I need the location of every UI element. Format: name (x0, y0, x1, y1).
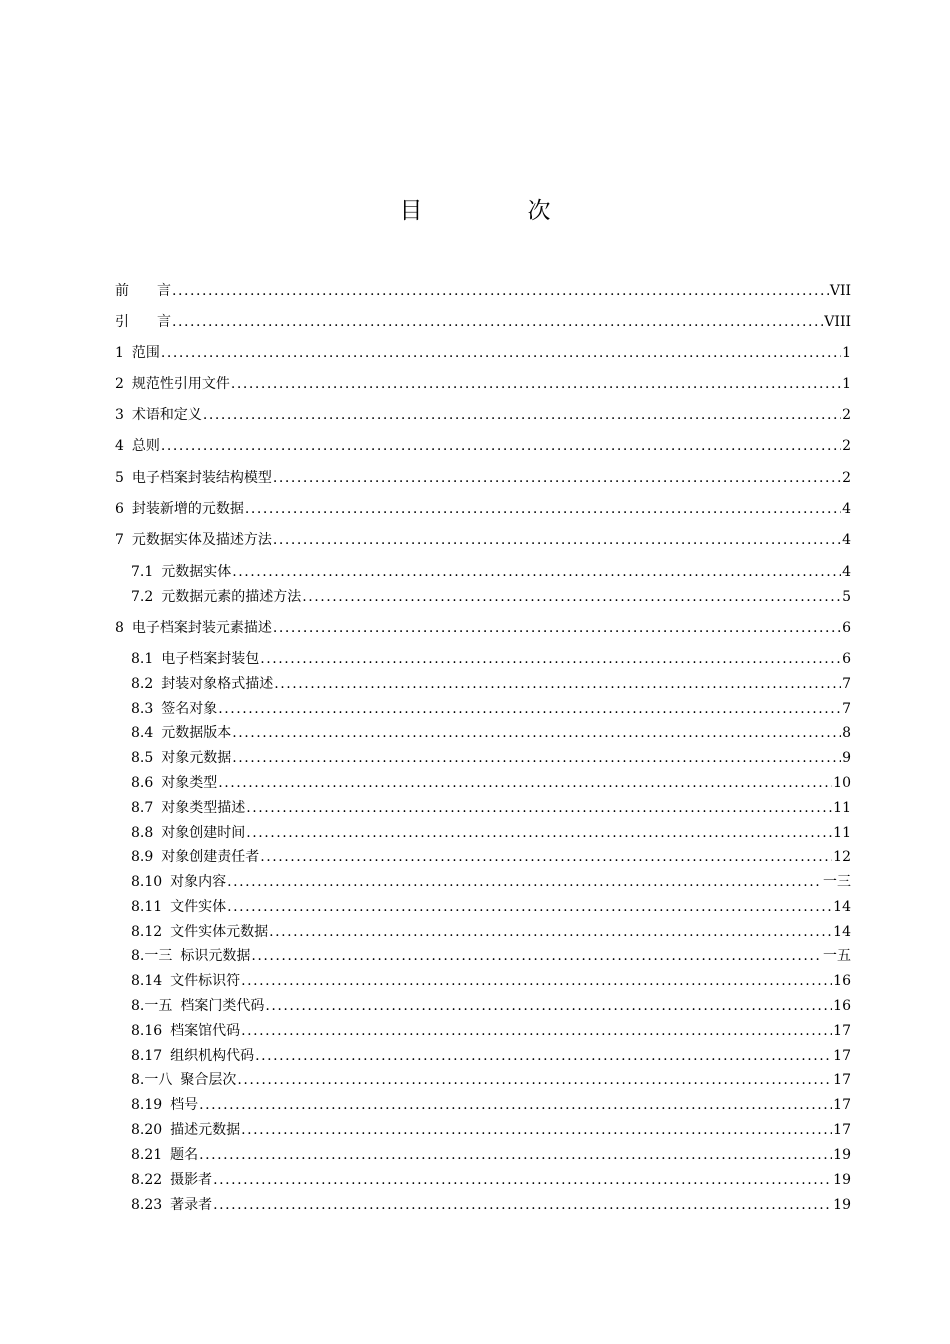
toc-title-char-1: 目 (399, 198, 423, 224)
toc-entry-label: 对象创建责任者 (161, 849, 260, 865)
toc-entry-8-18[interactable] (131, 1070, 851, 1090)
toc-entry-6[interactable] (115, 499, 851, 519)
toc-entry-label: 对象类型描述 (161, 800, 246, 816)
toc-entry-number: 8.23 (131, 1197, 163, 1213)
toc-entry-2[interactable] (115, 374, 851, 394)
toc-entry-8-14[interactable] (131, 971, 851, 991)
toc-entry-5[interactable] (115, 468, 851, 488)
toc-leader-dots (172, 281, 829, 301)
toc-entry-number: 8.3 (131, 701, 154, 717)
toc-entry-number: 8.4 (131, 725, 154, 741)
toc-leader-dots (269, 922, 832, 942)
toc-page-number: 1 (842, 345, 851, 361)
toc-entry-number: 8.9 (131, 849, 154, 865)
toc-leader-dots (199, 1095, 832, 1115)
toc-leader-dots (241, 1021, 832, 1041)
toc-entry-8-17[interactable] (131, 1046, 851, 1066)
toc-entry-8-6[interactable] (131, 773, 851, 793)
toc-entry-label: 题名 (170, 1147, 199, 1163)
toc-leader-dots (255, 1046, 832, 1066)
toc-page-number: 19 (833, 1147, 851, 1163)
toc-entry-number: 8.一五 (131, 998, 173, 1014)
toc-entry-label: 封装对象格式描述 (161, 676, 274, 692)
toc-entry-label: 封装新增的元数据 (131, 501, 244, 517)
toc-leader-dots (213, 1195, 832, 1215)
toc-entry-8-12[interactable] (131, 922, 851, 942)
toc-entry-number: 8 (115, 620, 124, 636)
toc-entry-number: 8.2 (131, 676, 154, 692)
toc-entry-number: 8.12 (131, 924, 163, 940)
toc-page-number: 10 (833, 775, 851, 791)
toc-entry-8-7[interactable] (131, 798, 851, 818)
toc-entry-8-21[interactable] (131, 1145, 851, 1165)
toc-entry-8-16[interactable] (131, 1021, 851, 1041)
toc-entry-label: 总则 (131, 438, 160, 454)
toc-page-number: 11 (833, 825, 851, 841)
toc-leader-dots (231, 374, 841, 394)
toc-leader-dots (241, 971, 832, 991)
toc-entry-8-5[interactable] (131, 748, 851, 768)
toc-entry-number: 1 (115, 345, 124, 361)
toc-entry-label: 摄影者 (170, 1172, 213, 1188)
toc-leader-dots (260, 649, 841, 669)
toc-entry-label: 组织机构代码 (170, 1048, 255, 1064)
toc-entry-8-3[interactable] (131, 699, 851, 719)
toc-entry-8-1[interactable] (131, 649, 851, 669)
toc-page-number: VII (829, 283, 851, 299)
toc-entry-8-10[interactable] (131, 872, 851, 892)
toc-page-number: 9 (842, 750, 851, 766)
toc-page-number: 4 (842, 532, 851, 548)
toc-page-number: 5 (842, 589, 851, 605)
toc-entry-1[interactable] (115, 343, 851, 363)
toc-entry-label: 元数据实体及描述方法 (131, 532, 272, 548)
toc-entry-label: 电子档案封装元素描述 (131, 620, 272, 636)
toc-page-number: 6 (842, 651, 851, 667)
toc-leader-dots (199, 1145, 832, 1165)
toc-entry-label: 著录者 (170, 1197, 213, 1213)
toc-leader-dots (260, 847, 832, 867)
toc-leader-dots (232, 562, 841, 582)
toc-page-number: 6 (842, 620, 851, 636)
toc-page-number: 14 (833, 924, 851, 940)
toc-entry-number: 8.8 (131, 825, 154, 841)
toc-leader-dots (227, 897, 832, 917)
toc-entry-label: 对象内容 (170, 874, 227, 890)
toc-entry-label: 对象元数据 (161, 750, 232, 766)
toc-entry-number: 8.6 (131, 775, 154, 791)
toc-leader-dots (172, 312, 823, 332)
toc-leader-dots (265, 996, 832, 1016)
toc-page-number: VIII (824, 314, 851, 330)
toc-page-number: 1 (842, 376, 851, 392)
toc-entry-4[interactable] (115, 436, 851, 456)
toc-entry-label: 聚合层次 (180, 1072, 237, 1088)
toc-leader-dots (246, 798, 832, 818)
toc-entry-label: 标识元数据 (180, 948, 251, 964)
toc-entry-8[interactable] (115, 618, 851, 638)
toc-entry-number: 8.17 (131, 1048, 163, 1064)
toc-entry-label: 文件标识符 (170, 973, 241, 989)
toc-leader-dots (227, 872, 822, 892)
toc-entry-8-8[interactable] (131, 823, 851, 843)
toc-entry-label: 对象类型 (161, 775, 218, 791)
toc-entry-label: 元数据元素的描述方法 (161, 589, 302, 605)
toc-entry-number: 7.2 (131, 589, 154, 605)
toc-entry-label: 电子档案封装结构模型 (131, 470, 272, 486)
toc-page-number: 19 (833, 1172, 851, 1188)
toc-entry-label: 签名对象 (161, 701, 218, 717)
toc-page-number: 14 (833, 899, 851, 915)
toc-entry-label: 档案门类代码 (180, 998, 265, 1014)
toc-entry-label: 引 言 (115, 314, 171, 330)
toc-entry-number: 8.10 (131, 874, 163, 890)
toc-entry-label: 对象创建时间 (161, 825, 246, 841)
toc-entry-number: 8.1 (131, 651, 154, 667)
toc-leader-dots (251, 946, 822, 966)
toc-leader-dots (161, 436, 841, 456)
toc-entry-label: 前 言 (115, 283, 171, 299)
toc-entry-number: 8.一八 (131, 1072, 173, 1088)
toc-entry-number: 5 (115, 470, 124, 486)
toc-entry-7[interactable] (115, 530, 851, 550)
toc-entry-label: 术语和定义 (131, 407, 202, 423)
toc-page-number: 7 (842, 701, 851, 717)
toc-entry-8-22[interactable] (131, 1170, 851, 1190)
toc-page-number: 19 (833, 1197, 851, 1213)
toc-entry-8-23[interactable] (131, 1195, 851, 1215)
toc-entry-8-9[interactable] (131, 847, 851, 867)
toc-page-number: 4 (842, 564, 851, 580)
toc-leader-dots (218, 773, 832, 793)
toc-leader-dots (232, 748, 841, 768)
toc-leader-dots (213, 1170, 832, 1190)
toc-entry-number: 7.1 (131, 564, 154, 580)
toc-entry-label: 档号 (170, 1097, 199, 1113)
toc-entry-label: 规范性引用文件 (131, 376, 230, 392)
toc-leader-dots (302, 587, 841, 607)
toc-page-number: 17 (833, 1023, 851, 1039)
toc-title-char-2: 次 (527, 198, 551, 224)
toc-entry-label: 文件实体 (170, 899, 227, 915)
toc-leader-dots (232, 723, 841, 743)
toc-page-number: 2 (842, 470, 851, 486)
toc-entry-8-4[interactable] (131, 723, 851, 743)
toc-leader-dots (274, 674, 841, 694)
toc-entry-label: 元数据版本 (161, 725, 232, 741)
toc-entry-7-2[interactable] (131, 587, 851, 607)
toc-entry-number: 8.16 (131, 1023, 163, 1039)
toc-page-number: 17 (833, 1072, 851, 1088)
toc-entry-number: 8.5 (131, 750, 154, 766)
toc-leader-dots (218, 699, 841, 719)
toc-entry-number: 4 (115, 438, 124, 454)
toc-page-number: 一五 (823, 948, 851, 964)
toc-leader-dots (245, 499, 841, 519)
toc-page-number: 17 (833, 1097, 851, 1113)
toc-page-number: 11 (833, 800, 851, 816)
toc-page-number: 2 (842, 438, 851, 454)
toc-page-number: 一三 (823, 874, 851, 890)
toc-entry-8-20[interactable] (131, 1120, 851, 1140)
toc-leader-dots (237, 1070, 832, 1090)
toc-entry-8-2[interactable] (131, 674, 851, 694)
toc-leader-dots (203, 405, 841, 425)
toc-entry-number: 8.11 (131, 899, 163, 915)
toc-leader-dots (241, 1120, 832, 1140)
toc-page-number: 8 (842, 725, 851, 741)
toc-entry-7-1[interactable] (131, 562, 851, 582)
toc-entry-label: 档案馆代码 (170, 1023, 241, 1039)
toc-entry-number: 7 (115, 532, 124, 548)
toc-entry-3[interactable] (115, 405, 851, 425)
toc-entry-label: 电子档案封装包 (161, 651, 260, 667)
toc-entry-preface[interactable] (115, 281, 851, 301)
toc-entry-8-19[interactable] (131, 1095, 851, 1115)
toc-entry-number: 3 (115, 407, 124, 423)
toc-entry-8-13[interactable] (131, 946, 851, 966)
toc-entry-number: 8.22 (131, 1172, 163, 1188)
toc-leader-dots (161, 343, 841, 363)
toc-entry-8-15[interactable] (131, 996, 851, 1016)
toc-leader-dots (246, 823, 832, 843)
toc-page-number: 4 (842, 501, 851, 517)
toc-entry-label: 范围 (131, 345, 160, 361)
toc-entry-number: 6 (115, 501, 124, 517)
toc-leader-dots (273, 618, 841, 638)
toc-entry-number: 8.21 (131, 1147, 163, 1163)
toc-entry-label: 描述元数据 (170, 1122, 241, 1138)
toc-page-number: 17 (833, 1048, 851, 1064)
toc-entry-label: 元数据实体 (161, 564, 232, 580)
toc-entry-label: 文件实体元数据 (170, 924, 269, 940)
toc-entry-8-11[interactable] (131, 897, 851, 917)
toc-entry-number: 8.7 (131, 800, 154, 816)
toc-page-number: 2 (842, 407, 851, 423)
toc-page-number: 16 (833, 973, 851, 989)
toc-page-number: 17 (833, 1122, 851, 1138)
toc-page-number: 7 (842, 676, 851, 692)
toc-entry-number: 8.一三 (131, 948, 173, 964)
toc-entry-introduction[interactable] (115, 312, 851, 332)
toc-entry-number: 8.20 (131, 1122, 163, 1138)
toc-page-number: 12 (833, 849, 851, 865)
toc-leader-dots (273, 468, 841, 488)
toc-page-number: 16 (833, 998, 851, 1014)
toc-entry-number: 8.19 (131, 1097, 163, 1113)
toc-title (0, 192, 950, 225)
toc-leader-dots (273, 530, 841, 550)
toc-entry-number: 8.14 (131, 973, 163, 989)
toc-entry-number: 2 (115, 376, 124, 392)
